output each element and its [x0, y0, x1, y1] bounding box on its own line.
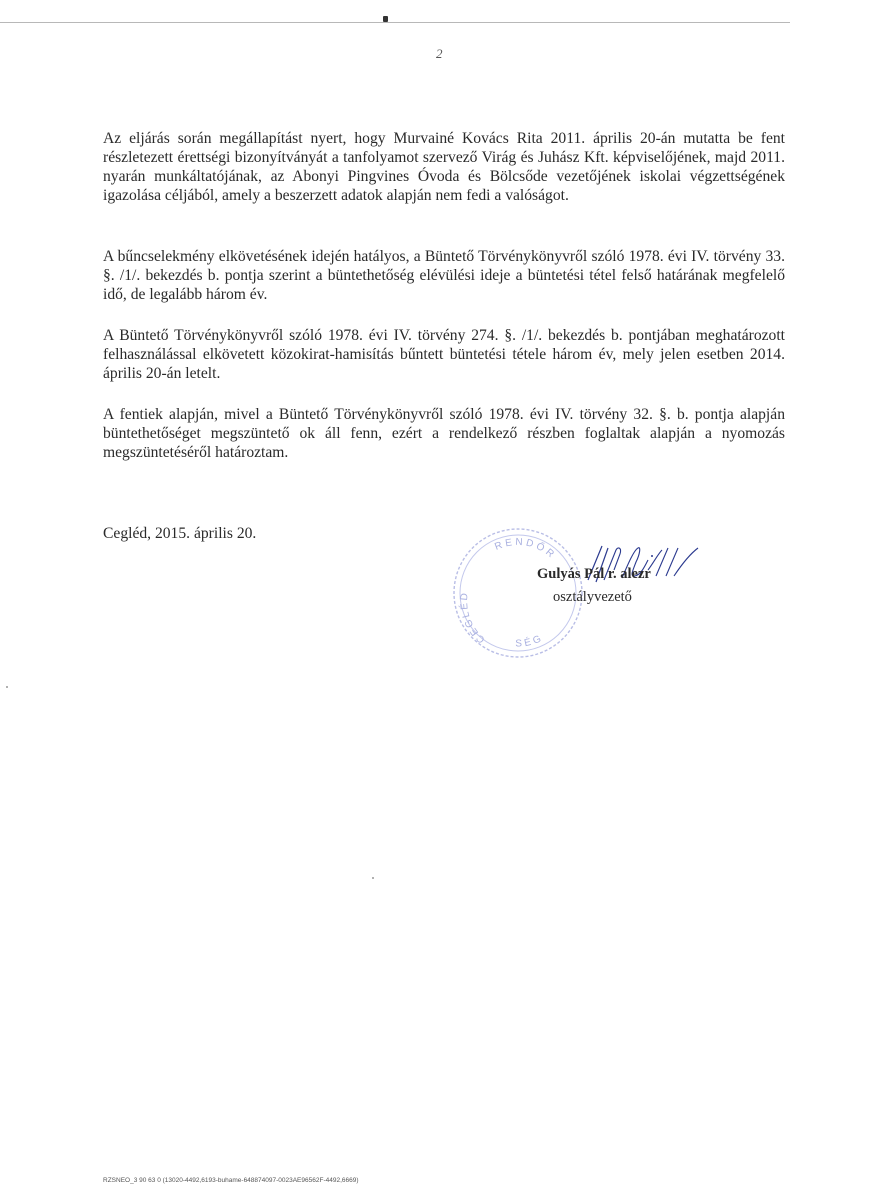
scan-speck — [6, 686, 8, 688]
top-rule — [0, 22, 790, 23]
signer-title: osztályvezető — [553, 589, 632, 605]
paragraph-limitation: A bűncselekmény elkövetésének idején hatályos, a Büntető Törvénykönyvről szóló 1978. évi IV. törvény 33. §. /1/. bekezdés b. pontja szerint a büntethetőség elévülési ideje a büntetési tétel felső határának megfelelő idő, de legalább három év. — [103, 248, 785, 303]
place-date: Cegléd, 2015. április 20. — [103, 525, 257, 542]
signer-name: Gulyás Pál r. alezr — [537, 566, 651, 582]
scan-mark — [383, 16, 388, 22]
svg-text:RENDŐR: RENDŐR — [493, 536, 559, 562]
paragraph-findings: Az eljárás során megállapítást nyert, hogy Murvainé Kovács Rita 2011. április 20-án mutatta be fent részletezett érettségi bizonyítványát a tanfolyamot szervező Virág és Juhász Kft. képviselőjének, majd 2011. nyarán munkáltatójának, az Abonyi Pingvines Óvoda és Bölcsőde vezetőjének iskolai végzettségének igazolása céljából, amely a beszerzett adatok alapján nem fedi a valóságot. — [103, 130, 785, 204]
footer-document-code: RZSNEO_3 90 63 0 (13020-4492,6193-buhame-648874097-0023AE96562F-4492,6669) — [103, 1177, 359, 1184]
scan-speck — [372, 877, 374, 879]
page-number: 2 — [436, 46, 443, 61]
svg-text:CEGLÉD: CEGLÉD — [458, 590, 488, 646]
paragraph-decision: A fentiek alapján, mivel a Büntető Törvénykönyvről szóló 1978. évi IV. törvény 32. §. b. pontja alapján büntethetőséget megszüntető ok áll fenn, ezért a rendelkező részben foglaltak alapján a nyomozás megszüntetéséről határoztam. — [103, 406, 785, 461]
paragraph-penalty: A Büntető Törvénykönyvről szóló 1978. évi IV. törvény 274. §. /1/. bekezdés b. pontjában meghatározott felhasználással elkövetett közokirat-hamisítás bűntett büntetési tétele három év, mely jelen esetben 2014. április 20-án letelt. — [103, 327, 785, 382]
svg-text:SÉG: SÉG — [515, 632, 546, 650]
